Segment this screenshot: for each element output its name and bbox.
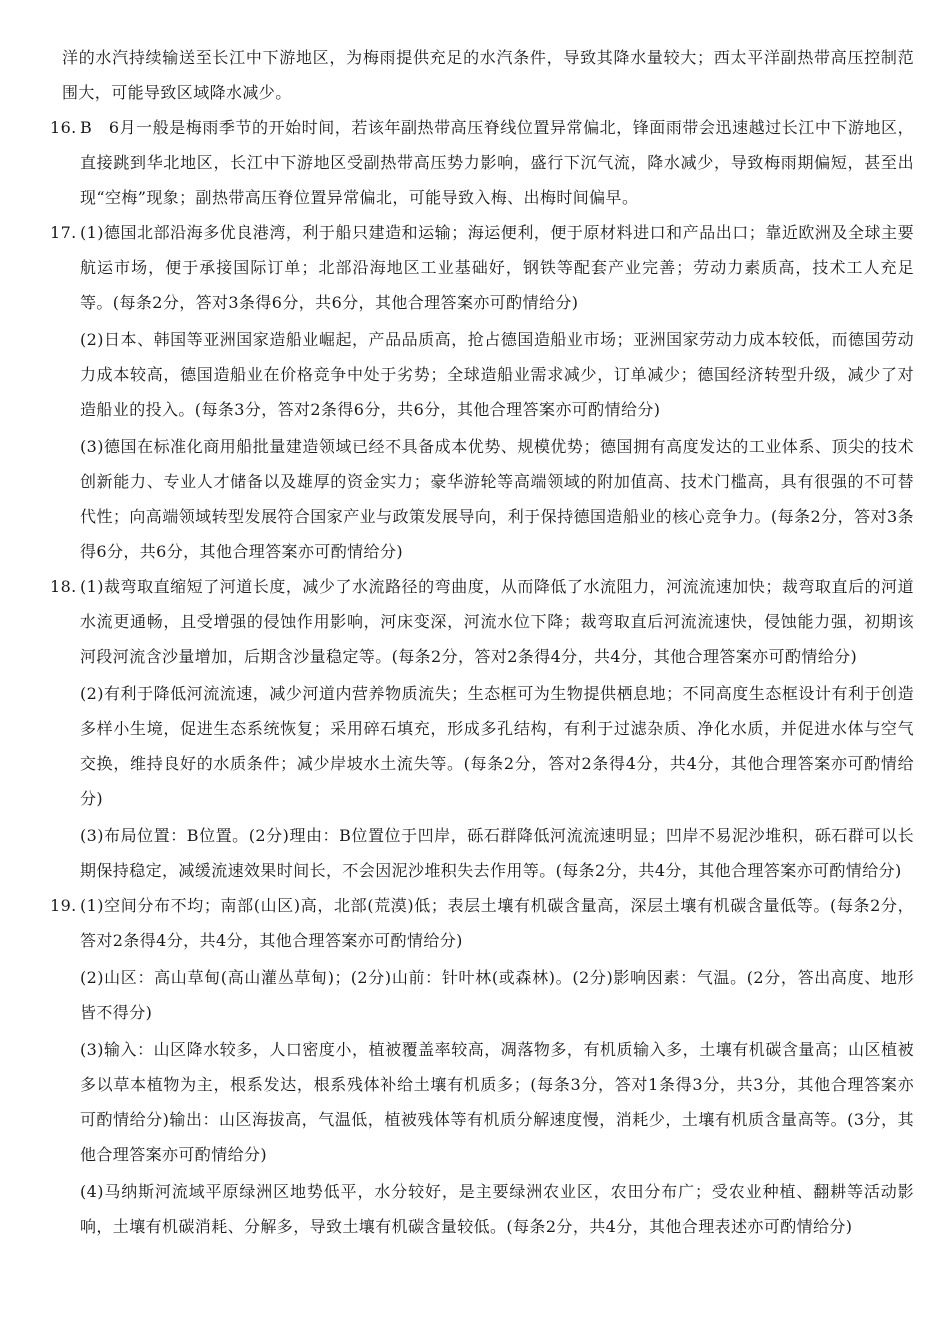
question-16: [50, 110, 914, 215]
answer-17-part-1: (1)德国北部沿海多优良港湾，利于船只建造和运输；海运便利，便于原材料进口和产品出口；靠近欧洲及全球主要航运市场，便于承接国际订单；北部沿海地区工业基础好，钢铁等配套产业完善；劳动力素质高，技术工人充足等。(每条2分，答对3条得6分，共6分，其他合理答案亦可酌情给分): [80, 223, 914, 312]
answer-17-part-2: (2)日本、韩国等亚洲国家造船业崛起，产品品质高，抢占德国造船业市场；亚洲国家劳动力成本较低，而德国劳动力成本较高，德国造船业在价格竞争中处于劣势；全球造船业需求减少，订单减少；德国经济转型升级，减少了对造船业的投入。(每条3分，答对2条得6分，共6分，其他合理答案亦可酌情给分): [80, 330, 914, 419]
question-number: 17.: [50, 223, 77, 242]
answer-19-part-2: (2)山区：高山草甸(高山灌丛草甸)；(2分)山前：针叶林(或森林)。(2分)影响因素：气温。(2分，答出高度、地形皆不得分): [80, 968, 914, 1022]
answer-18-part-3: (3)布局位置：B位置。(2分)理由：B位置位于凹岸，砾石群降低河流流速明显；凹岸不易泥沙堆积，砾石群可以长期保持稳定，减缓流速效果时间长，不会因泥沙堆积失去作用等。(每条2分，共4分，其他合理答案亦可酌情给分): [80, 826, 914, 880]
question-number: 19.: [50, 896, 77, 915]
answer-19-part-3: (3)输入：山区降水较多，人口密度小，植被覆盖率较高，凋落物多，有机质输入多，土壤有机碳含量高；山区植被多以草本植物为主，根系发达，根系残体补给土壤有机质多；(每条3分，答对1条得3分，共3分，其他合理答案亦可酌情给分)输出：山区海拔高，气温低，植被残体等有机质分解速度慢，消耗少，土壤有机质含量高等。(3分，其他合理答案亦可酌情给分): [80, 1040, 914, 1164]
question-number: 18.: [50, 577, 77, 596]
answer-18-part-2: (2)有利于降低河流流速，减少河道内营养物质流失；生态框可为生物提供栖息地；不同高度生态框设计有利于创造多样小生境，促进生态系统恢复；采用碎石填充，形成多孔结构，有利于过滤杂质、净化水质，并促进水体与空气交换，维持良好的水质条件；减少岸坡水土流失等。(每条2分，答对2条得4分，共4分，其他合理答案亦可酌情给分): [80, 684, 914, 808]
question-18: [50, 569, 914, 888]
continuation-paragraph: 洋的水汽持续输送至长江中下游地区，为梅雨提供充足的水汽条件，导致其降水量较大；西太平洋副热带高压控制范围大，可能导致区域降水减少。: [62, 48, 914, 102]
answer-19-part-1: (1)空间分布不均；南部(山区)高，北部(荒漠)低；表层土壤有机碳含量高，深层土壤有机碳含量低等。(每条2分，答对2条得4分，共4分，其他合理答案亦可酌情给分): [80, 896, 914, 950]
question-19: [50, 888, 914, 1244]
answer-18-part-1: (1)裁弯取直缩短了河道长度，减少了水流路径的弯曲度，从而降低了水流阻力，河流流速加快；裁弯取直后的河道水流更通畅，且受增强的侵蚀作用影响，河床变深，河流水位下降；裁弯取直后河流流速快，侵蚀能力强，初期该河段河流含沙量增加，后期含沙量稳定等。(每条2分，答对2条得4分，共4分，其他合理答案亦可酌情给分): [80, 577, 914, 666]
answer-16-text: B 6月一般是梅雨季节的开始时间，若该年副热带高压脊线位置异常偏北，锋面雨带会迅速越过长江中下游地区，直接跳到华北地区，长江中下游地区受副热带高压势力影响，盛行下沉气流，降水减少，导致梅雨期偏短，甚至出现“空梅”现象；副热带高压脊位置异常偏北，可能导致入梅、出梅时间偏早。: [80, 118, 914, 207]
answer-19-part-4: (4)马纳斯河流域平原绿洲区地势低平，水分较好，是主要绿洲农业区，农田分布广；受农业种植、翻耕等活动影响，土壤有机碳消耗、分解多，导致土壤有机碳含量较低。(每条2分，共4分，其他合理表述亦可酌情给分): [80, 1182, 914, 1236]
answer-17-part-3: (3)德国在标准化商用船批量建造领域已经不具备成本优势、规模优势；德国拥有高度发达的工业体系、顶尖的技术创新能力、专业人才储备以及雄厚的资金实力；豪华游轮等高端领域的附加值高、技术门槛高，具有很强的不可替代性；向高端领域转型发展符合国家产业与政策发展导向，利于保持德国造船业的核心竞争力。(每条2分，答对3条得6分，共6分，其他合理答案亦可酌情给分): [80, 437, 914, 561]
question-number: 16.: [50, 118, 77, 137]
question-17: [50, 215, 914, 569]
